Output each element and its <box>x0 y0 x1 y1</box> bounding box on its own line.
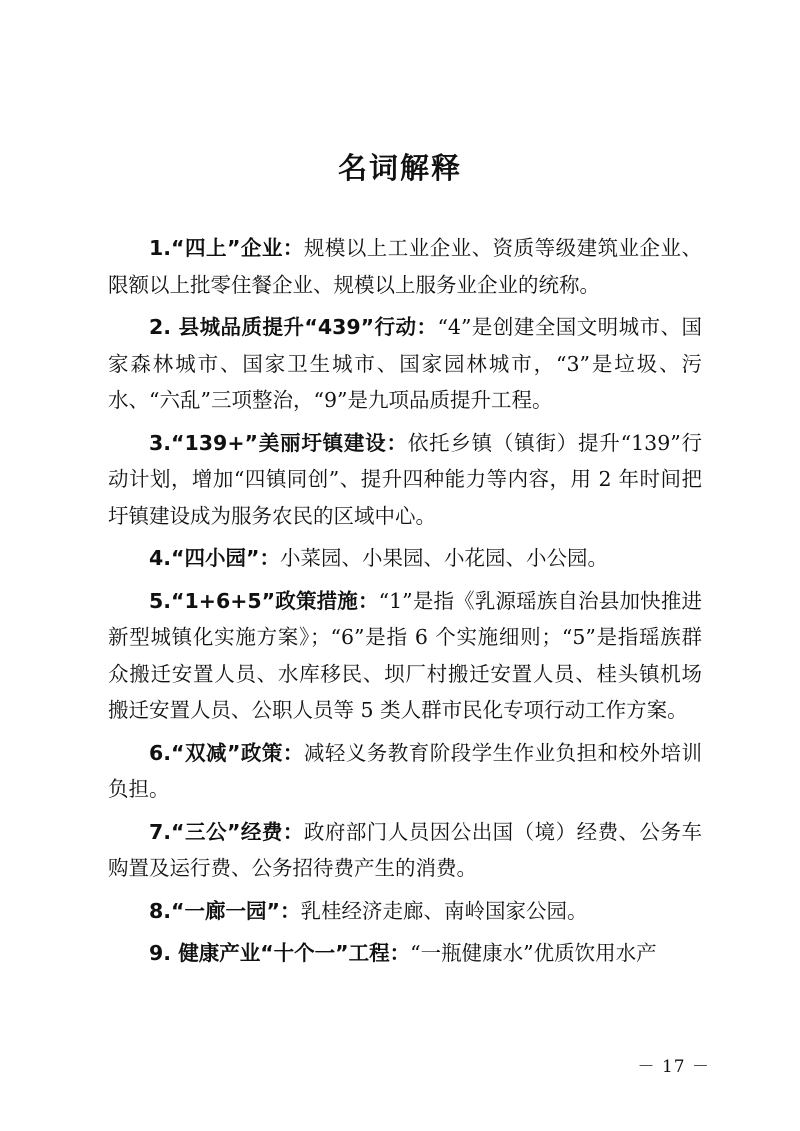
glossary-term: 9. 健康产业“十个一”工程： <box>149 941 411 965</box>
glossary-definition: “1”是指《乳源瑶族自治县加快推进新型城镇化实施方案》；“6”是指 6 个实施细则；“5”是指瑶族群众搬迁安置人员、水库移民、坝厂村搬迁安置人员、桂头镇机场搬迁安置人员、公职人员等 5 类人群市民化专项行动工作方案。 <box>108 588 702 722</box>
glossary-list <box>108 230 702 978</box>
glossary-definition: “一瓶健康水”优质饮用水产 <box>410 941 657 965</box>
glossary-term: 2. 县城品质提升“439”行动： <box>149 315 438 339</box>
glossary-entry-8 <box>108 893 702 930</box>
glossary-definition: 乳桂经济走廊、南岭国家公园。 <box>300 898 588 923</box>
glossary-definition: “4”是创建全国文明城市、国家森林城市、国家卫生城市、国家园林城市，“3”是垃圾、污水、“六乱”三项整治，“9”是九项品质提升工程。 <box>108 315 702 412</box>
glossary-term: 4.“四小园”： <box>149 546 280 570</box>
glossary-definition: 规模以上工业企业、资质等级建筑业企业、限额以上批零住餐企业、规模以上服务业企业的统称。 <box>108 236 702 297</box>
glossary-term: 5.“1+6+5”政策措施： <box>149 588 379 613</box>
glossary-definition: 政府部门人员因公出国（境）经费、公务车购置及运行费、公务招待费产生的消费。 <box>108 819 702 880</box>
glossary-entry-7 <box>108 814 702 887</box>
glossary-entry-9 <box>108 935 702 972</box>
glossary-entry-6 <box>108 735 702 808</box>
glossary-term: 7.“三公”经费： <box>149 819 304 844</box>
glossary-entry-4 <box>108 540 702 577</box>
glossary-entry-2 <box>108 309 702 419</box>
glossary-term: 6.“双减”政策： <box>149 740 304 765</box>
glossary-entry-5 <box>108 583 702 729</box>
glossary-definition: 减轻义务教育阶段学生作业负担和校外培训负担。 <box>108 740 702 801</box>
glossary-term: 1.“四上”企业： <box>149 236 304 260</box>
glossary-term: 8.“一廊一园”： <box>149 898 301 923</box>
glossary-entry-1 <box>108 230 702 303</box>
page-number: － 17 － <box>637 1057 710 1077</box>
page-title: 名词解释 <box>337 151 462 185</box>
glossary-definition: 依托乡镇（镇街）提升“139”行动计划，增加“四镇同创”、提升四种能力等内容，用 2 年时间把圩镇建设成为服务农民的区域中心。 <box>108 430 703 528</box>
glossary-entry-3 <box>108 425 702 535</box>
glossary-definition: 小菜园、小果园、小花园、小公园。 <box>280 546 608 570</box>
glossary-term: 3.“139+”美丽圩镇建设： <box>149 430 408 455</box>
